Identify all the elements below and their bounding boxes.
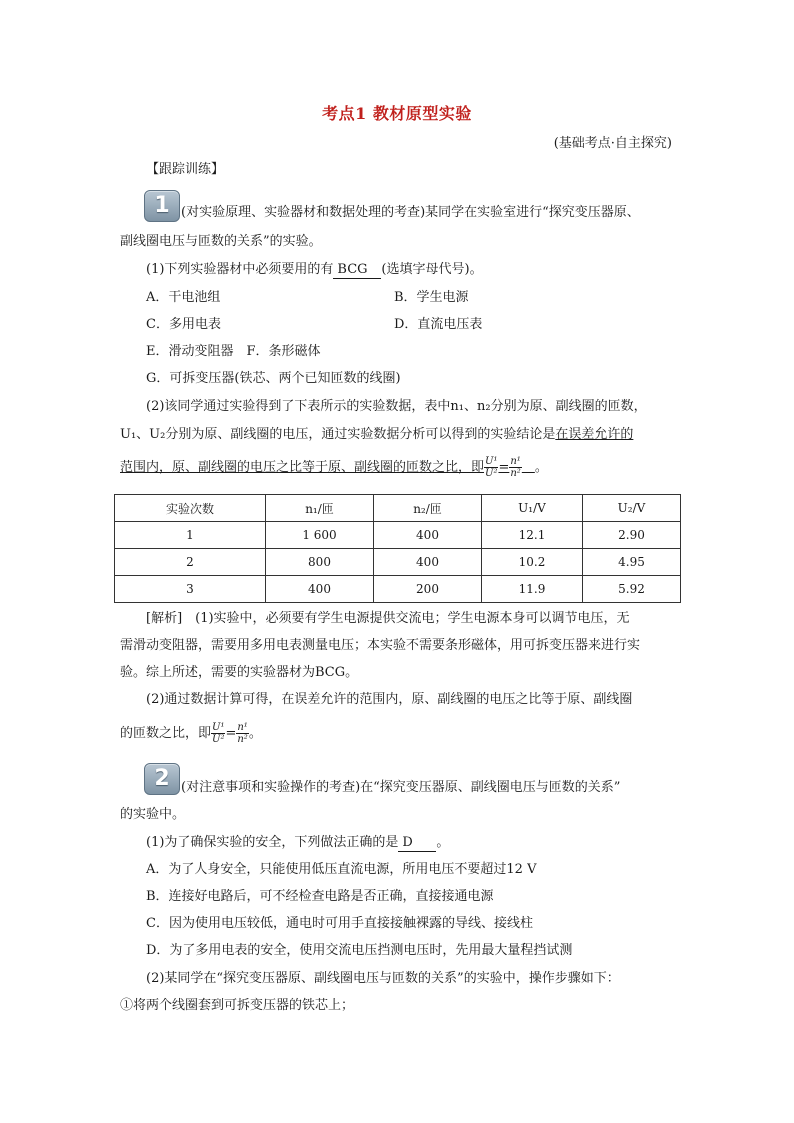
table-cell: 12.1	[482, 522, 583, 549]
option-c: C．因为使用电压较低，通电时可用手直接接触裸露的导线、接线柱	[146, 916, 533, 931]
option-b: B．学生电源	[394, 290, 469, 305]
table-row	[115, 576, 681, 603]
option-d: D．直流电压表	[394, 317, 483, 332]
table-cell: 400	[374, 522, 482, 549]
section-label: 【跟踪训练】	[146, 162, 225, 177]
table-cell: 2	[115, 549, 266, 576]
table-row	[115, 522, 681, 549]
option-ef: E．滑动变阻器 F．条形磁体	[146, 344, 321, 359]
option-d: D．为了多用电表的安全，使用交流电压挡测电压时，先用最大量程挡试测	[146, 943, 573, 958]
data-table	[114, 494, 681, 603]
q2-step: ①将两个线圈套到可拆变压器的铁芯上；	[120, 998, 355, 1013]
q1-part2-line2: U₁、U₂分别为原、副线圈的电压，通过实验数据分析可以得到的实验结论是在误差允许的	[120, 427, 634, 442]
q1-part1: (1)下列实验器材中必须要用的有 BCG (选填字母代号)。	[146, 262, 483, 277]
q2-intro-cont: 的实验中。	[120, 807, 186, 822]
table-cell: 800	[266, 549, 374, 576]
q1-part2-answer-cont: 范围内，原、副线圈的电压之比等于原、副线圈的匝数之比，即	[120, 460, 485, 475]
page-title: 考点1 教材原型实验	[322, 104, 472, 123]
q1-intro-cont: 副线圈电压与匝数的关系”的实验。	[120, 234, 322, 249]
voltage-ratio-fraction: $\frac{\text{U¹}}{\text{U²}}$	[212, 722, 225, 745]
table-cell: 2.90	[583, 522, 681, 549]
option-b: B．连接好电路后，可不经检查电路是否正确，直接接通电源	[146, 889, 494, 904]
q1-intro: (对实验原理、实验器材和数据处理的考查)某同学在实验室进行“探究变压器原、	[181, 205, 640, 220]
table-cell: 11.9	[482, 576, 583, 603]
q1-answer-blank: BCG	[333, 262, 381, 279]
table-cell: 200	[374, 576, 482, 603]
table-cell: 400	[266, 576, 374, 603]
question-number-badge: 2	[144, 763, 180, 795]
q2-part2: (2)某同学在“探究变压器原、副线圈电压与匝数的关系”的实验中，操作步骤如下：	[146, 971, 620, 986]
turns-ratio-fraction: $\frac{\text{n¹}}{\text{n²}}$	[237, 722, 248, 745]
option-a: A．为了人身安全，只能使用低压直流电源，所用电压不要超过12 V	[146, 862, 537, 877]
table-header: n₁/匝	[266, 495, 374, 522]
q1-part2-answer: 在误差允许的	[555, 427, 634, 442]
q2-answer-blank: D	[398, 835, 436, 852]
analysis-line: 验。综上所述，需要的实验器材为BCG。	[120, 665, 359, 680]
table-cell: 10.2	[482, 549, 583, 576]
analysis-line: 的匝数之比，即 $\frac{\text{U¹}}{\text{U²}}$ = $\frac{\text{n¹}}{\text{n²}}$ 。	[120, 722, 262, 745]
table-header: U₁/V	[482, 495, 583, 522]
option-g: G．可拆变压器(铁芯、两个已知匝数的线圈)	[146, 371, 401, 386]
table-row	[115, 549, 681, 576]
q2-part1: (1)为了确保实验的安全，下列做法正确的是 D 。	[146, 835, 450, 850]
table-header: 实验次数	[115, 495, 266, 522]
q1-part2-line3: 范围内，原、副线圈的电压之比等于原、副线圈的匝数之比，即 $\frac{\text{U¹}}{\text{U²}}$ = $\frac{\text{n¹}}{\text{n²}}$ 。	[120, 456, 548, 479]
analysis-line: [解析] (1)实验中，必须要有学生电源提供交流电；学生电源本身可以调节电压，无	[146, 611, 630, 626]
table-header: U₂/V	[583, 495, 681, 522]
analysis-line: (2)通过数据计算可得，在误差允许的范围内，原、副线圈的电压之比等于原、副线圈	[146, 692, 633, 707]
q2-intro: (对注意事项和实验操作的考查)在“探究变压器原、副线圈电压与匝数的关系”	[181, 780, 621, 795]
option-c: C．多用电表	[146, 317, 221, 332]
table-header: n₂/匝	[374, 495, 482, 522]
table-cell: 1 600	[266, 522, 374, 549]
table-cell: 5.92	[583, 576, 681, 603]
difficulty-tag: (基础考点·自主探究)	[553, 136, 672, 151]
table-cell: 400	[374, 549, 482, 576]
q1-part2: (2)该同学通过实验得到了下表所示的实验数据，表中n₁、n₂分别为原、副线圈的匝数，	[146, 399, 647, 414]
turns-ratio-fraction: $\frac{\text{n¹}}{\text{n²}}$	[510, 456, 521, 479]
analysis-line: 需滑动变阻器，需要用多用电表测量电压；本实验不需要条形磁体，用可拆变压器来进行实	[120, 638, 641, 653]
table-header-row	[115, 495, 681, 522]
table-cell: 1	[115, 522, 266, 549]
question-number-badge: 1	[144, 190, 180, 222]
table-cell: 3	[115, 576, 266, 603]
table-cell: 4.95	[583, 549, 681, 576]
option-a: A．干电池组	[146, 290, 221, 305]
voltage-ratio-fraction: $\frac{\text{U¹}}{\text{U²}}$	[485, 456, 498, 479]
